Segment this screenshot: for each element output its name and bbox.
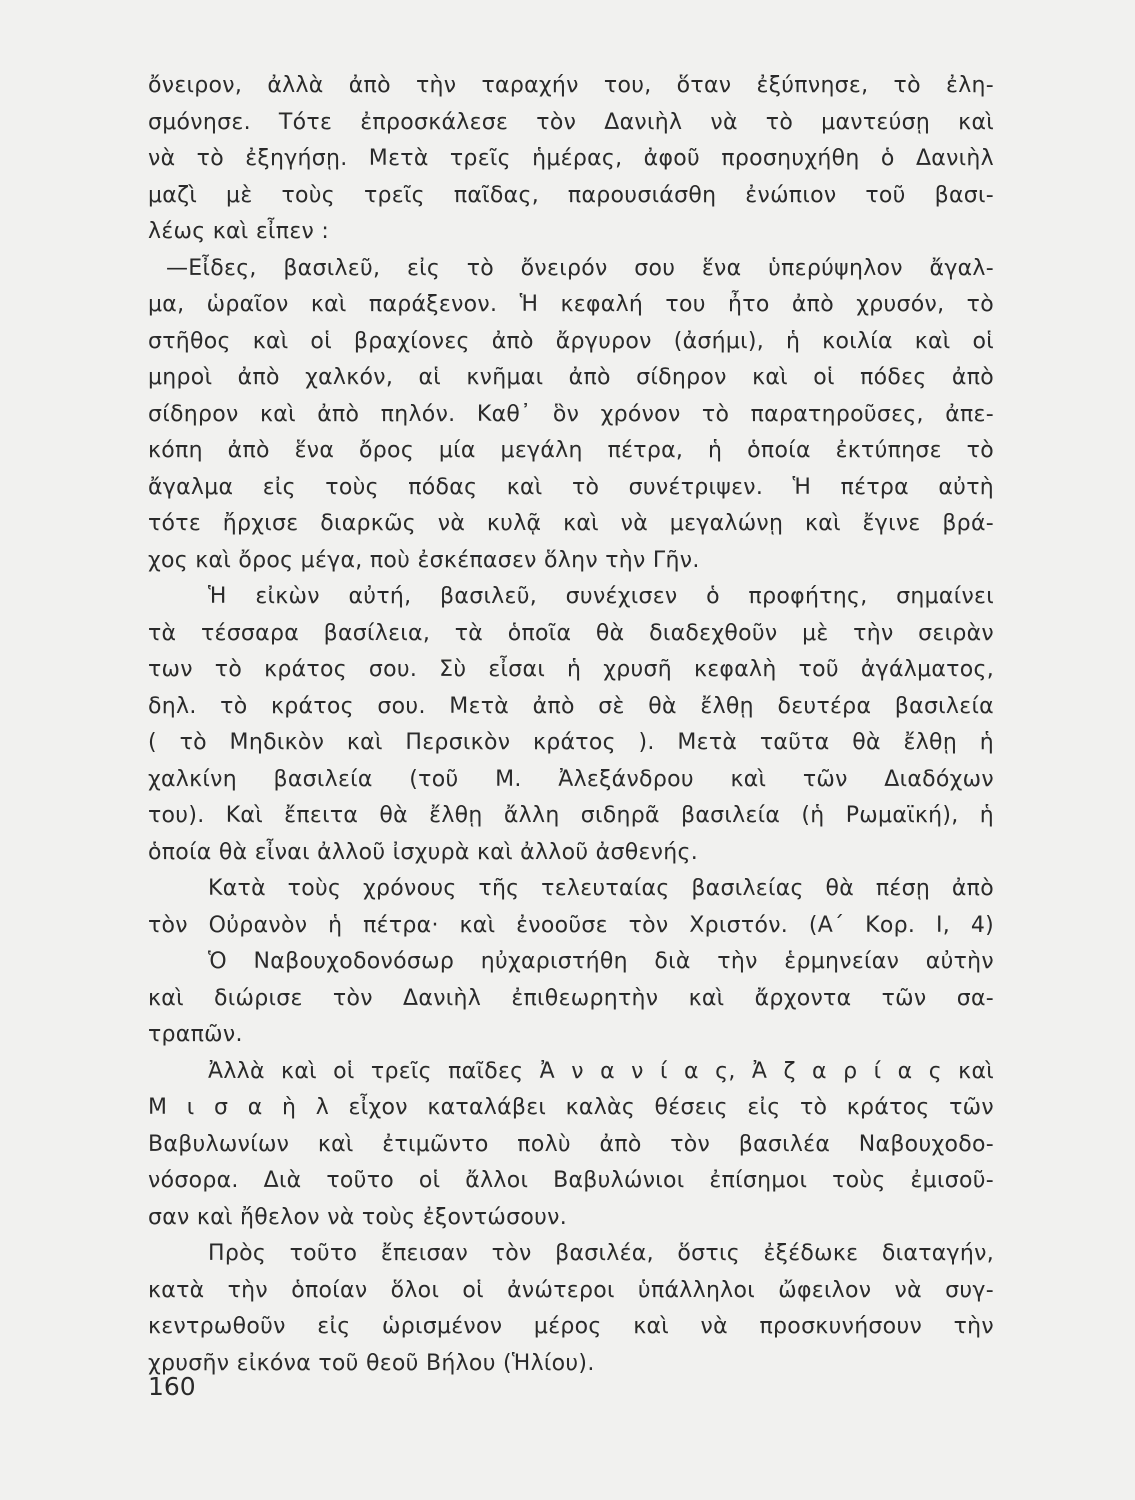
text-line: κόπη ἀπὸ ἕνα ὄρος μία μεγάλη πέτρα, ἡ ὁποία ἐκτύπησε τὸ bbox=[148, 438, 994, 463]
text-line: Ἡ εἰκὼν αὐτή, βασιλεῦ, συνέχισεν ὁ προφήτης, σημαίνει bbox=[208, 584, 994, 609]
text-line: Πρὸς τοῦτο ἔπεισαν τὸν βασιλέα, ὅστις ἐξέδωκε διαταγήν, bbox=[208, 1241, 994, 1266]
text-line: χος καὶ ὄρος μέγα, ποὺ ἐσκέπασεν ὅλην τὴν Γῆν. bbox=[148, 547, 700, 573]
text-line: ἄγαλμα εἰς τοὺς πόδας καὶ τὸ συνέτριψεν. Ἡ πέτρα αὐτὴ bbox=[148, 474, 994, 500]
page-number: 160 bbox=[148, 1372, 196, 1401]
text-line: κεντρωθοῦν εἰς ὡρισμένον μέρος καὶ νὰ προσκυνήσουν τὴν bbox=[148, 1314, 994, 1339]
text-line: νόσορα. Διὰ τοῦτο οἱ ἄλλοι Βαβυλώνιοι ἐπίσημοι τοὺς ἐμισοῦ- bbox=[148, 1168, 994, 1193]
text-line: τὰ τέσσαρα βασίλεια, τὰ ὁποῖα θὰ διαδεχθοῦν μὲ τὴν σειρὰν bbox=[148, 620, 994, 646]
text-line: τὸν Οὐρανὸν ἡ πέτρα· καὶ ἐνοοῦσε τὸν Χριστόν. (Α΄ Κορ. Ι, 4) bbox=[148, 912, 994, 938]
text-line: στῆθος καὶ οἱ βραχίονες ἀπὸ ἄργυρον (ἀσήμι), ἡ κοιλία καὶ οἱ bbox=[148, 328, 994, 354]
text-line: Μ ι σ α ὴ λ εἶχον καταλάβει καλὰς θέσεις εἰς τὸ κράτος τῶν bbox=[148, 1095, 994, 1120]
text-line: σμόνησε. Τότε ἐπροσκάλεσε τὸν Δανιὴλ νὰ τὸ μαντεύσῃ καὶ bbox=[148, 109, 994, 135]
text-line: ὄνειρον, ἀλλὰ ἀπὸ τὴν ταραχήν του, ὅταν ἐξύπνησε, τὸ ἐλη- bbox=[148, 73, 994, 98]
text-line: τότε ἤρχισε διαρκῶς νὰ κυλᾷ καὶ νὰ μεγαλώνῃ καὶ ἔγινε βρά- bbox=[148, 511, 994, 536]
text-line: —Εἶδες, βασιλεῦ, εἰς τὸ ὄνειρόν σου ἕνα ὑπερύψηλον ἄγαλ- bbox=[166, 255, 994, 281]
text-line: σίδηρον καὶ ἀπὸ πηλόν. Καθ᾽ ὃν χρόνον τὸ παρατηροῦσες, ἀπε- bbox=[148, 401, 994, 427]
text-line: Ὁ Ναβουχοδονόσωρ ηὐχαριστήθη διὰ τὴν ἑρμηνείαν αὐτὴν bbox=[208, 949, 994, 974]
text-line: μηροὶ ἀπὸ χαλκόν, αἱ κνῆμαι ἀπὸ σίδηρον καὶ οἱ πόδες ἀπὸ bbox=[148, 365, 994, 390]
page-body bbox=[148, 68, 994, 1468]
text-line: νὰ τὸ ἐξηγήσῃ. Μετὰ τρεῖς ἡμέρας, ἀφοῦ προσηυχήθη ὁ Δανιὴλ bbox=[148, 146, 994, 171]
text-line: Ἀλλὰ καὶ οἱ τρεῖς παῖδες Ἀ ν α ν ί α ς, Ἀ ζ α ρ ί α ς καὶ bbox=[208, 1058, 994, 1084]
text-line: τραπῶν. bbox=[148, 1022, 243, 1047]
text-line: χαλκίνη βασιλεία (τοῦ Μ. Ἀλεξάνδρου καὶ τῶν Διαδόχων bbox=[148, 766, 994, 792]
text-line: χρυσῆν εἰκόνα τοῦ θεοῦ Βήλου (Ἡλίου). bbox=[148, 1350, 595, 1376]
text-line: μα, ὡραῖον καὶ παράξενον. Ἡ κεφαλή του ἦτο ἀπὸ χρυσόν, τὸ bbox=[148, 292, 994, 317]
text-line: μαζὶ μὲ τοὺς τρεῖς παῖδας, παρουσιάσθη ἐνώπιον τοῦ βασι- bbox=[148, 182, 994, 208]
text-line: ὁποία θὰ εἶναι ἀλλοῦ ἰσχυρὰ καὶ ἀλλοῦ ἀσθενής. bbox=[148, 839, 698, 865]
text-line: Κατὰ τοὺς χρόνους τῆς τελευταίας βασιλείας θὰ πέσῃ ἀπὸ bbox=[208, 876, 994, 901]
text-line: καὶ διώρισε τὸν Δανιὴλ ἐπιθεωρητὴν καὶ ἄρχοντα τῶν σα- bbox=[148, 985, 994, 1011]
text-line: του). Καὶ ἔπειτα θὰ ἔλθῃ ἄλλη σιδηρᾶ βασιλεία (ἡ Ρωμαϊκή), ἡ bbox=[148, 803, 994, 828]
text-line: σαν καὶ ἤθελον νὰ τοὺς ἐξοντώσουν. bbox=[148, 1204, 568, 1230]
text-line: Βαβυλωνίων καὶ ἐτιμῶντο πολὺ ἀπὸ τὸν βασιλέα Ναβουχοδο- bbox=[148, 1131, 994, 1157]
text-line: των τὸ κράτος σου. Σὺ εἶσαι ἡ χρυσῆ κεφαλὴ τοῦ ἀγάλματος, bbox=[148, 657, 994, 682]
text-line: δηλ. τὸ κράτος σου. Μετὰ ἀπὸ σὲ θὰ ἔλθῃ δευτέρα βασιλεία bbox=[148, 693, 994, 719]
text-line: κατὰ τὴν ὁποίαν ὅλοι οἱ ἀνώτεροι ὑπάλληλοι ὤφειλον νὰ συγ- bbox=[148, 1277, 994, 1303]
text-line: ( τὸ Μηδικὸν καὶ Περσικὸν κράτος ). Μετὰ ταῦτα θὰ ἔλθῃ ἡ bbox=[148, 730, 994, 755]
text-line: λέως καὶ εἶπεν : bbox=[148, 219, 330, 244]
